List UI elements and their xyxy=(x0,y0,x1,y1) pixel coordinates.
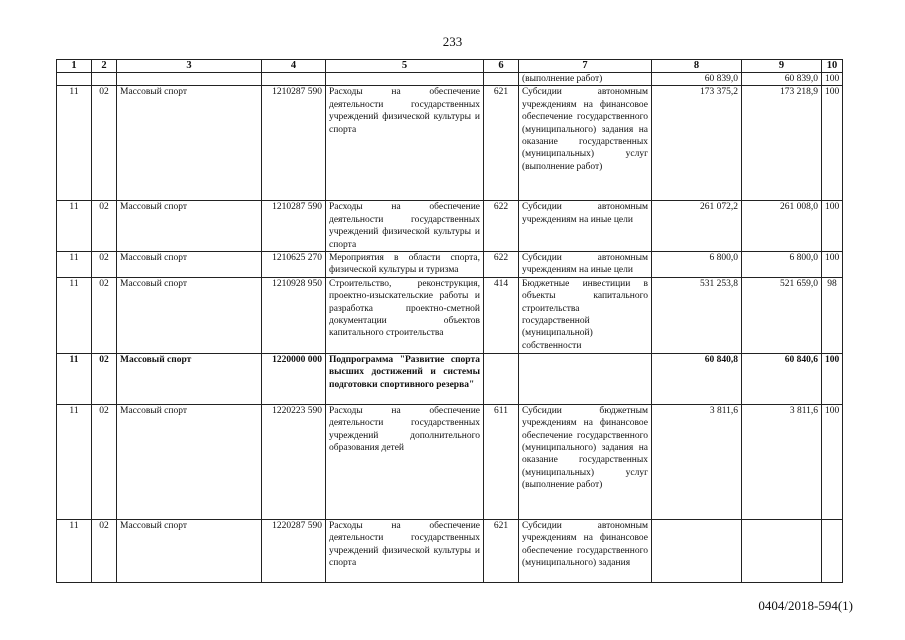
cell-section: 11 xyxy=(57,86,92,201)
table-row xyxy=(57,252,843,278)
cell-expense-type: 621 xyxy=(484,519,519,582)
cell-approved: 531 253,8 xyxy=(652,277,742,353)
cell-percent: 100 xyxy=(822,353,843,404)
budget-table xyxy=(56,59,843,583)
cell-expense-type xyxy=(484,353,519,404)
column-header: 3 xyxy=(117,60,262,73)
cell-subsection-name: Массовый спорт xyxy=(117,252,262,278)
cell-article-name: Расходы на обеспечение деятельности государственных учреждений физической культуры и спорта xyxy=(326,519,484,582)
column-header: 10 xyxy=(822,60,843,73)
cell-subsection-name: Массовый спорт xyxy=(117,519,262,582)
cell-section: 11 xyxy=(57,353,92,404)
cell-target-article: 1210287 590 xyxy=(262,201,326,252)
cell-article-name: Расходы на обеспечение деятельности государственных учреждений физической культуры и спорта xyxy=(326,86,484,201)
cell-expense-type: 611 xyxy=(484,404,519,519)
cell-target-article: 1220223 590 xyxy=(262,404,326,519)
header-row xyxy=(57,60,843,73)
cell-target-article xyxy=(262,73,326,86)
cell-approved: 173 375,2 xyxy=(652,86,742,201)
cell-subsection-name: Массовый спорт xyxy=(117,277,262,353)
cell-percent: 100 xyxy=(822,201,843,252)
cell-expense-type: 622 xyxy=(484,201,519,252)
cell-subsection-name: Массовый спорт xyxy=(117,86,262,201)
cell-approved xyxy=(652,519,742,582)
cell-executed: 261 008,0 xyxy=(742,201,822,252)
cell-percent xyxy=(822,519,843,582)
cell-article-name xyxy=(326,73,484,86)
cell-subsection-name xyxy=(117,73,262,86)
cell-subsection: 02 xyxy=(92,353,117,404)
cell-approved: 60 840,8 xyxy=(652,353,742,404)
cell-executed: 60 839,0 xyxy=(742,73,822,86)
column-header: 5 xyxy=(326,60,484,73)
column-header: 2 xyxy=(92,60,117,73)
cell-subsection-name: Массовый спорт xyxy=(117,353,262,404)
cell-subsection-name: Массовый спорт xyxy=(117,201,262,252)
cell-target-article: 1210287 590 xyxy=(262,86,326,201)
cell-target-article: 1220000 000 xyxy=(262,353,326,404)
cell-section: 11 xyxy=(57,519,92,582)
column-header: 4 xyxy=(262,60,326,73)
cell-expense-type-name: Субсидии автономным учреждениям на финансовое обеспечение государственного (муниципального) задания на оказание государственных (муниципальных) услуг (выполнение работ) xyxy=(519,86,652,201)
cell-expense-type xyxy=(484,73,519,86)
cell-percent: 100 xyxy=(822,86,843,201)
cell-percent: 100 xyxy=(822,73,843,86)
cell-article-name: Расходы на обеспечение деятельности государственных учреждений физической культуры и спорта xyxy=(326,201,484,252)
cell-subsection: 02 xyxy=(92,252,117,278)
cell-percent: 98 xyxy=(822,277,843,353)
cell-subsection: 02 xyxy=(92,519,117,582)
cell-target-article: 1210625 270 xyxy=(262,252,326,278)
cell-expense-type-name: Субсидии автономным учреждениям на финансовое обеспечение государственного (муниципального) задания xyxy=(519,519,652,582)
cell-article-name: Мероприятия в области спорта, физической культуры и туризма xyxy=(326,252,484,278)
column-header: 6 xyxy=(484,60,519,73)
cell-approved: 6 800,0 xyxy=(652,252,742,278)
cell-subsection: 02 xyxy=(92,201,117,252)
cell-article-name: Расходы на обеспечение деятельности государственных учреждений дополнительного образования детей xyxy=(326,404,484,519)
cell-subsection: 02 xyxy=(92,277,117,353)
cell-section: 11 xyxy=(57,277,92,353)
table-row xyxy=(57,86,843,201)
cell-executed: 173 218,9 xyxy=(742,86,822,201)
cell-subsection: 02 xyxy=(92,86,117,201)
table-row xyxy=(57,277,843,353)
cell-expense-type-name xyxy=(519,353,652,404)
cell-expense-type-name: (выполнение работ) xyxy=(519,73,652,86)
cell-approved: 3 811,6 xyxy=(652,404,742,519)
cell-section: 11 xyxy=(57,201,92,252)
cell-expense-type-name: Субсидии автономным учреждениям на иные цели xyxy=(519,201,652,252)
cell-expense-type-name: Субсидии бюджетным учреждениям на финансовое обеспечение государственного (муниципального) задания на оказание государственных (муниципальных) услуг (выполнение работ) xyxy=(519,404,652,519)
table-row xyxy=(57,201,843,252)
cell-executed xyxy=(742,519,822,582)
column-header: 7 xyxy=(519,60,652,73)
cell-expense-type-name: Субсидии автономным учреждениям на иные цели xyxy=(519,252,652,278)
cell-executed: 3 811,6 xyxy=(742,404,822,519)
cell-approved: 261 072,2 xyxy=(652,201,742,252)
cell-approved: 60 839,0 xyxy=(652,73,742,86)
table-row xyxy=(57,353,843,404)
cell-expense-type: 622 xyxy=(484,252,519,278)
cell-target-article: 1210928 950 xyxy=(262,277,326,353)
cell-executed: 60 840,6 xyxy=(742,353,822,404)
cell-section: 11 xyxy=(57,404,92,519)
cell-expense-type: 621 xyxy=(484,86,519,201)
column-header: 9 xyxy=(742,60,822,73)
cell-article-name: Строительство, реконструкция, проектно-изыскательские работы и разработка проектно-сметной документации объектов капитального строительства xyxy=(326,277,484,353)
cell-article-name: Подпрограмма "Развитие спорта высших достижений и системы подготовки спортивного резерва" xyxy=(326,353,484,404)
table-row xyxy=(57,404,843,519)
cell-percent: 100 xyxy=(822,252,843,278)
cell-subsection xyxy=(92,73,117,86)
table-row xyxy=(57,73,843,86)
cell-subsection: 02 xyxy=(92,404,117,519)
page-number: 233 xyxy=(442,34,463,49)
table-row xyxy=(57,519,843,582)
column-header: 8 xyxy=(652,60,742,73)
cell-section: 11 xyxy=(57,252,92,278)
cell-expense-type-name: Бюджетные инвестиции в объекты капитального строительства государственной (муниципальной) собственности xyxy=(519,277,652,353)
cell-section xyxy=(57,73,92,86)
column-header: 1 xyxy=(57,60,92,73)
cell-subsection-name: Массовый спорт xyxy=(117,404,262,519)
cell-percent: 100 xyxy=(822,404,843,519)
cell-expense-type: 414 xyxy=(484,277,519,353)
cell-executed: 521 659,0 xyxy=(742,277,822,353)
table-body xyxy=(57,73,843,583)
cell-executed: 6 800,0 xyxy=(742,252,822,278)
cell-target-article: 1220287 590 xyxy=(262,519,326,582)
document-code: 0404/2018-594(1) xyxy=(758,598,853,613)
